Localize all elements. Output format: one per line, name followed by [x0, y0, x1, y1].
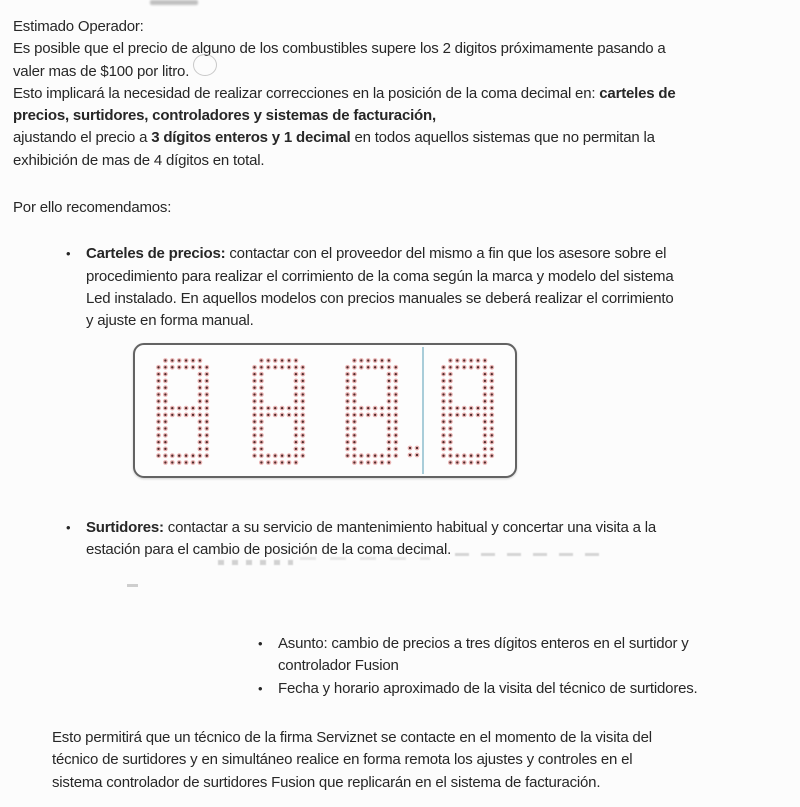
- bullet-icon: •: [258, 636, 263, 652]
- bullet-line: estación para el cambio de posición de la coma decimal.: [86, 540, 452, 558]
- led-digit-2: [251, 357, 307, 467]
- bullet-line: Surtidores: contactar a su servicio de mantenimiento habitual y concertar una visita a la: [86, 518, 656, 536]
- intro-line: valer mas de $100 por litro.: [13, 62, 190, 80]
- intro-line: precios, surtidores, controladores y sistemas de facturación,: [13, 107, 436, 125]
- bullet-icon: •: [258, 680, 263, 696]
- closing-paragraph: [52, 727, 800, 794]
- sub-bullet-asunto: [0, 633, 800, 678]
- intro-line: exhibición de mas de 4 dígitos en total.: [13, 151, 265, 169]
- bullet-line: Carteles de precios: contactar con el proveedor del mismo a fin que los asesore sobre el: [86, 245, 667, 263]
- led-decimal-comma: [406, 444, 422, 460]
- bullet-icon: •: [66, 246, 71, 262]
- intro-section: [0, 0, 800, 172]
- bullet-icon: •: [66, 519, 71, 535]
- sub-bullet-line: Asunto: cambio de precios a tres dígitos enteros en el surtidor y: [278, 635, 689, 653]
- closing-line: sistema controlador de surtidores Fusion que replicarán en el sistema de facturación.: [52, 773, 601, 791]
- scan-artifact-erased-text: [127, 584, 138, 587]
- sub-bullet-list: [0, 633, 800, 700]
- bullet-line: procedimiento para realizar el corrimiento de la coma según la marca y modelo del sistema: [86, 267, 674, 285]
- sub-bullet-line: controlador Fusion: [278, 657, 399, 675]
- led-digit-4: [440, 357, 496, 467]
- salutation: Estimado Operador:: [13, 18, 144, 35]
- led-price-sign-image: [133, 343, 517, 478]
- sub-bullet-fecha: [0, 678, 800, 700]
- led-divider-line: [422, 347, 424, 474]
- bullet-carteles-de-precios: [0, 243, 800, 332]
- bullet-line: y ajuste en forma manual.: [86, 312, 254, 330]
- intro-line: ajustando el precio a 3 dígitos enteros y 1 decimal en todos aquellos sistemas que no permitan la: [13, 129, 655, 147]
- closing-line: técnico de surtidores y en simultáneo realice en forma remota los ajustes y controles en el: [52, 751, 633, 769]
- sub-bullet-line: Fecha y horario aproximado de la visita del técnico de surtidores.: [278, 679, 698, 697]
- bullet-line: Led instalado. En aquellos modelos con precios manuales se deberá realizar el corrimiento: [86, 289, 674, 307]
- intro-line: Es posible que el precio de alguno de los combustibles supere los 2 digitos próximamente pasando a: [13, 40, 666, 58]
- led-digit-1: [155, 357, 211, 467]
- closing-line: Esto permitirá que un técnico de la firma Serviznet se contacte en el momento de la visita del: [52, 729, 652, 747]
- led-digit-3: [344, 357, 400, 467]
- recommendations-heading: Por ello recomendamos:: [13, 199, 172, 217]
- intro-line: Esto implicará la necesidad de realizar correcciones en la posición de la coma decimal en: carteles de: [13, 84, 676, 102]
- bullet-surtidores: [0, 517, 800, 562]
